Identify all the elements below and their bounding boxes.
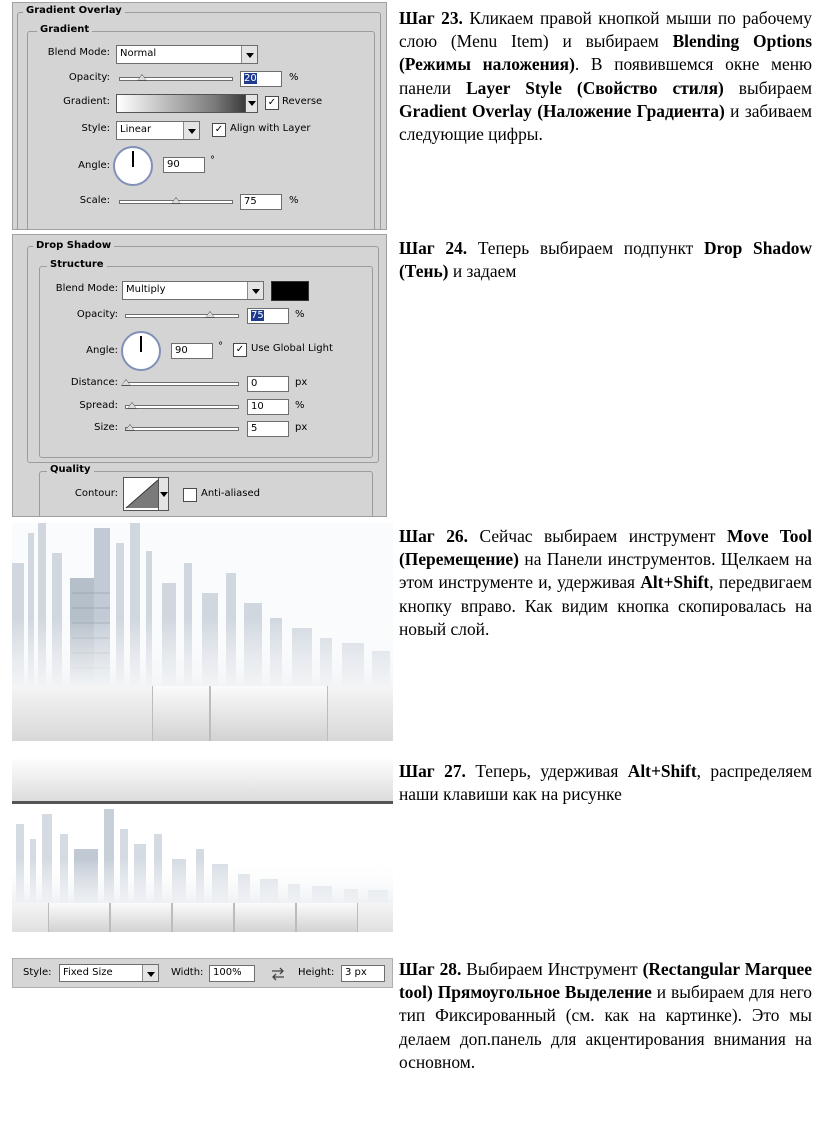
step-text: выбираем	[723, 77, 812, 98]
ds-opacity-value: 75	[251, 310, 264, 321]
angle-dial-hand	[132, 151, 134, 167]
blend-mode-value: Normal	[120, 48, 157, 59]
step-text: на Панели инструментов. Щелкаем на этом инструменте и, удерживая	[399, 549, 812, 593]
marquee-style-value: Fixed Size	[63, 967, 113, 978]
ds-blend-mode-label: Blend Mode:	[55, 283, 118, 294]
checkmark-icon: ✓	[214, 124, 224, 135]
spread-label: Spread:	[79, 400, 118, 411]
reverse-checkbox[interactable]	[265, 96, 279, 110]
chevron-down-icon	[241, 46, 257, 63]
gradient-group-title: Gradient	[37, 24, 92, 35]
scale-slider-thumb[interactable]	[171, 197, 181, 204]
contour-preview-icon	[124, 478, 160, 510]
style-value: Linear	[120, 124, 152, 135]
step-text-bold: Drop Shadow (Тень)	[399, 238, 812, 282]
gradient-picker[interactable]	[116, 94, 258, 113]
step-text-bold: Шаг 26.	[399, 526, 468, 546]
opacity-unit: %	[289, 72, 299, 83]
opacity-value: 20	[244, 73, 257, 84]
step-text: Теперь, удерживая	[465, 761, 628, 781]
angle-label: Angle:	[78, 160, 110, 171]
menu-button-2-copy	[210, 686, 328, 741]
city-buttons-image-step27	[12, 757, 393, 932]
angle-dial[interactable]	[113, 146, 153, 186]
step-27-text	[399, 760, 812, 806]
step-text: Кликаем правой кнопкой мыши по рабочему слою (Menu Item) и выбираем	[399, 8, 812, 52]
drop-shadow-title: Drop Shadow	[33, 240, 114, 251]
checkmark-icon: ✓	[235, 344, 245, 355]
menu-button-4	[234, 903, 296, 932]
step-text-bold: (Rectangular Marquee tool) Прямоугольное Выделение	[399, 959, 812, 1003]
size-unit: px	[295, 422, 308, 433]
spread-value: 10	[251, 401, 264, 412]
scale-slider[interactable]	[119, 200, 233, 204]
gradient-label: Gradient:	[63, 96, 110, 107]
scale-label: Scale:	[79, 195, 110, 206]
shadow-color-swatch[interactable]	[271, 281, 309, 301]
contour-picker[interactable]	[123, 477, 169, 511]
step-text-bold: Blending Options (Режимы наложения)	[399, 31, 813, 75]
distance-slider[interactable]	[125, 382, 239, 386]
menu-button-1	[152, 686, 210, 741]
angle-degree: °	[210, 155, 215, 166]
step-text: . В появившемся окне меню панели	[399, 54, 812, 98]
city-skyline-illustration	[12, 804, 393, 904]
step-28-text	[399, 958, 812, 1074]
checkmark-icon: ✓	[267, 97, 277, 108]
chevron-down-icon[interactable]	[158, 478, 168, 510]
distance-value: 0	[251, 378, 258, 389]
ds-blend-mode-select[interactable]	[122, 281, 264, 300]
spread-slider-thumb[interactable]	[127, 402, 137, 409]
marquee-style-label: Style:	[23, 967, 52, 978]
ds-angle-value: 90	[175, 345, 188, 356]
blend-mode-label: Blend Mode:	[47, 47, 110, 58]
marquee-width-field[interactable]	[209, 965, 255, 982]
anti-aliased-checkbox[interactable]	[183, 488, 197, 502]
menu-button-5	[296, 903, 358, 932]
angle-value: 90	[167, 159, 180, 170]
size-value: 5	[251, 423, 258, 434]
step-text: Теперь выбираем подпункт	[467, 238, 704, 258]
step-24-text	[399, 237, 812, 283]
step-23-text	[399, 7, 812, 146]
ds-angle-dial-hand	[140, 336, 142, 352]
spread-unit: %	[295, 400, 305, 411]
menu-button-3	[172, 903, 234, 932]
distance-slider-thumb[interactable]	[121, 379, 131, 386]
step-text-bold: Шаг 27.	[399, 761, 466, 781]
step-text-bold: Шаг 23.	[399, 8, 463, 28]
use-global-light-label: Use Global Light	[251, 343, 333, 354]
ds-opacity-field[interactable]	[247, 308, 289, 324]
opacity-slider-thumb[interactable]	[137, 74, 147, 81]
reverse-label: Reverse	[282, 96, 323, 107]
size-field[interactable]	[247, 421, 289, 437]
opacity-slider[interactable]	[119, 77, 233, 81]
scale-unit: %	[289, 195, 299, 206]
city-buttons-image-step26	[12, 523, 393, 741]
menu-button-1	[48, 903, 110, 932]
style-select[interactable]	[116, 121, 200, 140]
chevron-down-icon	[142, 965, 158, 981]
drop-shadow-panel	[12, 234, 387, 517]
angle-field[interactable]	[163, 157, 205, 173]
marquee-width-label: Width:	[171, 967, 204, 978]
step-text-bold: Move Tool (Перемещение)	[399, 526, 812, 570]
step-26-text	[399, 525, 812, 641]
align-with-layer-checkbox[interactable]	[212, 123, 226, 137]
step-text-bold: Layer Style (Свойство стиля)	[466, 77, 724, 98]
chevron-down-icon[interactable]	[245, 95, 257, 112]
step-text: Выбираем Инструмент	[461, 959, 643, 979]
scale-value: 75	[244, 196, 257, 207]
chevron-down-icon	[247, 282, 263, 299]
ds-angle-degree: °	[218, 341, 223, 352]
style-label: Style:	[81, 123, 110, 134]
spread-slider[interactable]	[125, 405, 239, 409]
ds-opacity-unit: %	[295, 309, 305, 320]
marquee-width-value: 100%	[213, 967, 242, 978]
ds-angle-label: Angle:	[86, 345, 118, 356]
structure-group-title: Structure	[47, 259, 107, 270]
ds-blend-mode-value: Multiply	[126, 284, 166, 295]
ds-opacity-slider[interactable]	[125, 314, 239, 318]
scale-field[interactable]	[240, 194, 282, 210]
size-slider[interactable]	[125, 427, 239, 431]
ds-angle-dial[interactable]	[121, 331, 161, 371]
size-label: Size:	[94, 422, 118, 433]
step-text-bold: Alt+Shift	[627, 761, 697, 781]
step-text-bold: Шаг 24.	[399, 238, 468, 258]
ds-opacity-slider-thumb[interactable]	[205, 311, 215, 318]
step-text: и забиваем следующие цифры.	[399, 100, 813, 145]
city-skyline-illustration	[12, 523, 393, 688]
step-text: , передвигаем кнопку вправо. Как видим кнопка скопировалась на новый слой.	[399, 572, 812, 639]
quality-group-title: Quality	[47, 464, 94, 475]
blend-mode-select[interactable]	[116, 45, 258, 64]
chevron-down-icon	[183, 122, 199, 139]
size-slider-thumb[interactable]	[125, 424, 135, 431]
marquee-style-select[interactable]	[59, 964, 159, 982]
spread-field[interactable]	[247, 399, 289, 415]
opacity-label: Opacity:	[68, 72, 110, 83]
marquee-height-value: 3 px	[345, 967, 367, 978]
align-with-layer-label: Align with Layer	[230, 123, 311, 134]
step-text-bold: Шаг 28.	[399, 959, 462, 979]
swap-arrows-icon[interactable]	[270, 966, 286, 980]
step-text: Сейчас выбираем инструмент	[467, 526, 728, 546]
distance-field[interactable]	[247, 376, 289, 392]
contour-label: Contour:	[74, 488, 118, 499]
menu-button-2	[110, 903, 172, 932]
distance-label: Distance:	[70, 377, 118, 388]
distance-unit: px	[295, 377, 308, 388]
step-text: и задаем	[448, 261, 517, 282]
step-text-bold: Alt+Shift	[640, 572, 710, 593]
ds-angle-field[interactable]	[171, 343, 213, 359]
marquee-options-bar	[12, 958, 393, 988]
next-control-fragment	[249, 516, 291, 517]
opacity-field[interactable]	[240, 71, 282, 87]
marquee-height-label: Height:	[298, 967, 335, 978]
ds-opacity-label: Opacity:	[76, 309, 118, 320]
anti-aliased-label: Anti-aliased	[201, 488, 261, 499]
gradient-overlay-title: Gradient Overlay	[23, 5, 125, 16]
step-text: , распределяем наши клавиши как на рисунке	[399, 761, 813, 805]
marquee-height-field[interactable]	[341, 965, 385, 982]
step-text: и выбираем для него тип Фиксированный (см. как на картинке). Это мы делаем доп.панель для акцентирования внимания на основном.	[399, 982, 812, 1072]
gradient-overlay-panel	[12, 2, 387, 230]
use-global-light-checkbox[interactable]	[233, 343, 247, 357]
header-bar	[12, 757, 393, 801]
step-text-bold: Gradient Overlay (Наложение Градиента)	[399, 100, 725, 121]
